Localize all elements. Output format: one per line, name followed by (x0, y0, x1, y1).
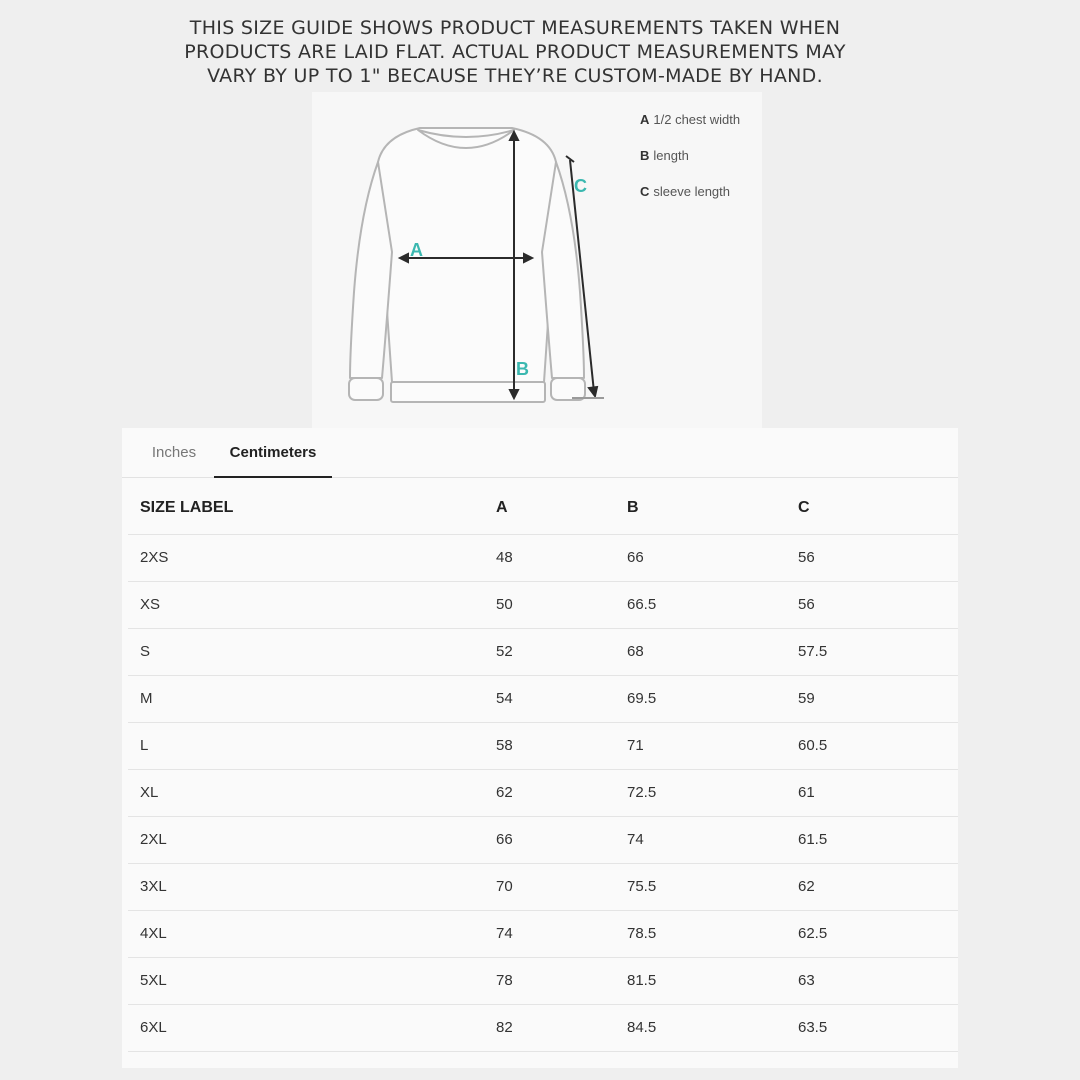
legend-item-a (640, 112, 740, 148)
size-cell: XS (140, 596, 161, 613)
value-cell-b: 71 (627, 737, 644, 754)
value-cell-c: 56 (798, 549, 815, 566)
size-cell: 6XL (140, 1019, 167, 1036)
size-cell: 4XL (140, 925, 167, 942)
value-cell-c: 56 (798, 596, 815, 613)
column-header-c: C (798, 499, 810, 516)
value-cell-a: 58 (496, 737, 513, 754)
value-cell-c: 60.5 (798, 737, 828, 754)
notice-line: VARY BY UP TO 1" BECAUSE THEY’RE CUSTOM-MADE BY HAND. (207, 65, 823, 87)
tab-centimeters[interactable]: Centimeters (214, 428, 332, 478)
value-cell-c: 63.5 (798, 1019, 828, 1036)
value-cell-a: 66 (496, 831, 513, 848)
value-cell-a: 50 (496, 596, 513, 613)
legend-key: C (640, 184, 650, 199)
value-cell-c: 57.5 (798, 643, 828, 660)
value-cell-a: 82 (496, 1019, 513, 1036)
size-cell: L (140, 737, 149, 754)
size-guide-notice (150, 16, 880, 88)
value-cell-c: 61.5 (798, 831, 828, 848)
sweatshirt-outline (349, 128, 585, 402)
size-cell: 2XL (140, 831, 167, 848)
table-row (128, 629, 958, 676)
table-row (128, 1005, 958, 1052)
table-row (128, 864, 958, 911)
tab-inches[interactable]: Inches (151, 444, 197, 461)
value-cell-a: 48 (496, 549, 513, 566)
table-row (128, 958, 958, 1005)
size-cell: 2XS (140, 549, 169, 566)
value-cell-a: 70 (496, 878, 513, 895)
value-cell-b: 66 (627, 549, 644, 566)
table-row (128, 676, 958, 723)
table-row (128, 911, 958, 958)
label-c: C (574, 176, 587, 196)
measurement-legend (640, 112, 740, 220)
value-cell-c: 62 (798, 878, 815, 895)
value-cell-a: 54 (496, 690, 513, 707)
legend-text: 1/2 chest width (653, 112, 741, 127)
value-cell-b: 81.5 (627, 972, 657, 989)
legend-key: B (640, 148, 650, 163)
value-cell-b: 84.5 (627, 1019, 657, 1036)
value-cell-b: 75.5 (627, 878, 657, 895)
label-b: B (516, 359, 529, 379)
size-cell: M (140, 690, 153, 707)
column-header-b: B (627, 499, 639, 516)
table-row (128, 770, 958, 817)
value-cell-a: 78 (496, 972, 513, 989)
value-cell-b: 69.5 (627, 690, 657, 707)
value-cell-a: 62 (496, 784, 513, 801)
value-cell-c: 63 (798, 972, 815, 989)
value-cell-c: 59 (798, 690, 815, 707)
column-header-size-label: SIZE LABEL (140, 499, 234, 516)
legend-text: length (653, 148, 689, 163)
notice-line: PRODUCTS ARE LAID FLAT. ACTUAL PRODUCT MEASUREMENTS MAY (184, 41, 846, 63)
value-cell-c: 62.5 (798, 925, 828, 942)
table-row (128, 535, 958, 582)
value-cell-b: 66.5 (627, 596, 657, 613)
unit-tabs (122, 428, 958, 478)
size-table (128, 484, 958, 1052)
value-cell-b: 68 (627, 643, 644, 660)
legend-text: sleeve length (653, 184, 731, 199)
column-header-a: A (496, 499, 508, 516)
value-cell-b: 78.5 (627, 925, 657, 942)
size-cell: XL (140, 784, 159, 801)
legend-item-c (640, 184, 740, 220)
label-a: A (410, 240, 423, 260)
value-cell-c: 61 (798, 784, 815, 801)
size-chart-card (122, 428, 958, 1068)
value-cell-a: 52 (496, 643, 513, 660)
legend-key: A (640, 112, 650, 127)
size-cell: 5XL (140, 972, 167, 989)
table-header (128, 484, 958, 535)
notice-line: THIS SIZE GUIDE SHOWS PRODUCT MEASUREMENTS TAKEN WHEN (189, 17, 841, 39)
value-cell-b: 72.5 (627, 784, 657, 801)
table-row (128, 817, 958, 864)
table-row (128, 582, 958, 629)
value-cell-a: 74 (496, 925, 513, 942)
table-row (128, 723, 958, 770)
value-cell-b: 74 (627, 831, 644, 848)
size-cell: 3XL (140, 878, 167, 895)
legend-item-b (640, 148, 740, 184)
size-cell: S (140, 643, 151, 660)
